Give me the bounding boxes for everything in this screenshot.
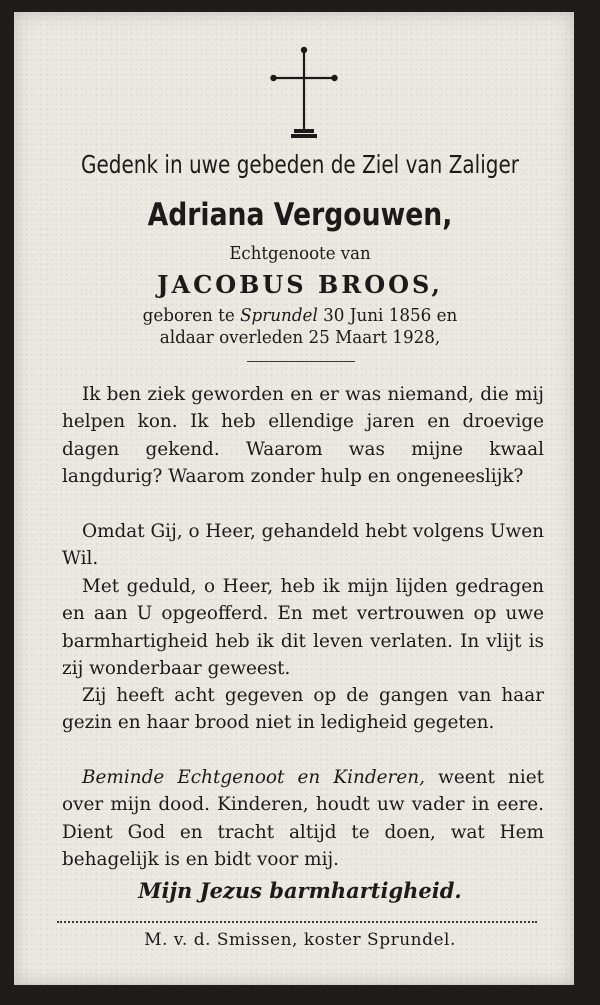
spouse-label: Echtgenoote van [229,243,371,264]
paragraph-5-lead: Beminde Echtgenoot en Kinderen, [82,767,425,788]
paragraph-2: Omdat Gij, o Heer, gehandeld hebt volgens Uwen Wil. [62,521,544,570]
printer-footer: M. v. d. Smissen, koster Sprundel. [144,930,456,950]
cross-icon [269,45,339,145]
divider [247,361,355,362]
dotted-divider [57,921,537,923]
deceased-name: Adriana Vergouwen, [147,197,453,233]
birth-date: 30 Juni 1856 en [323,305,458,326]
paragraph-3: Met geduld, o Heer, heb ik mijn lijden gedragen en aan U opgeofferd. En met vertrouwen op uwe barmhartigheid heb ik dit leven verlaten. In vlijt is zij wonderbaar geweest. [62,576,544,680]
paragraph-4: Zij heeft acht gegeven op de gangen van haar gezin en haar brood niet in ledigheid gegeten. [62,685,544,734]
birth-prefix: geboren te [142,305,235,326]
spouse-name: JACOBUS BROOS, [157,270,443,299]
birth-place: Sprundel [240,305,318,326]
paragraph-5-text: weent niet over mijn dood. Kinderen, houdt uw vader in eere. Dient God en tracht altijd te doen, wat Hem behagelijk is en bidt voor mij. [62,767,544,871]
death-line: aldaar overleden 25 Maart 1928, [159,327,441,348]
birth-line [21,305,579,326]
paragraph-1: Ik ben ziek geworden en er was niemand, die mij helpen kon. Ik heb ellendige jaren en droevige dagen gekend. Waarom was mijne kwaal langdurig? Waarom zonder hulp en ongeneeslijk? [62,384,544,488]
closing-prayer: Mijn Jezus barmhartigheid. [138,878,462,903]
paragraph-5 [62,764,544,874]
heading: Gedenk in uwe gebeden de Ziel van Zaliger [81,150,519,179]
